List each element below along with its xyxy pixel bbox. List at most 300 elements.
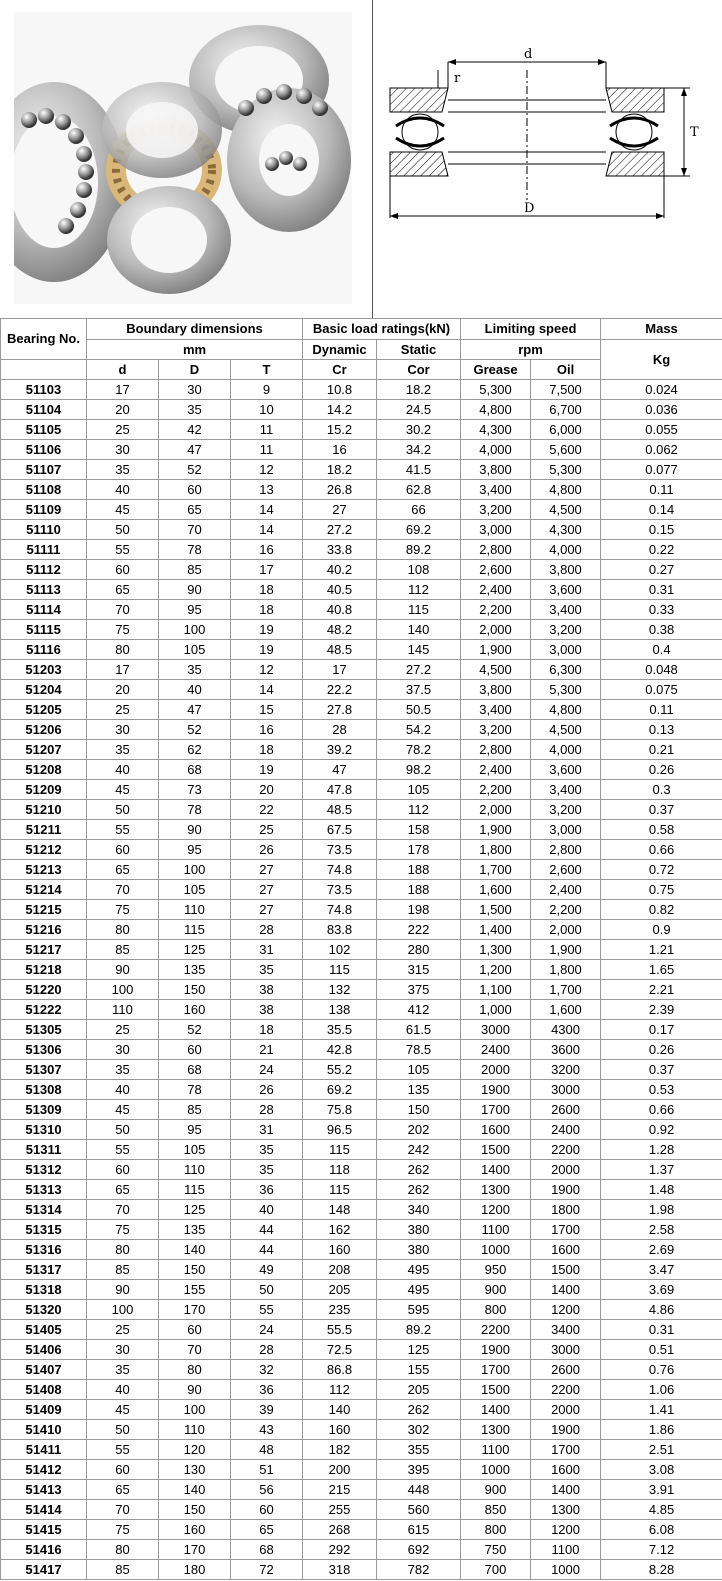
- table-cell: 100: [159, 620, 231, 640]
- table-cell: 37.5: [377, 680, 461, 700]
- table-cell: 28: [231, 1340, 303, 1360]
- bearing-number-cell: 51318: [1, 1280, 87, 1300]
- table-row: [1, 400, 722, 420]
- bearing-number-cell: 51220: [1, 980, 87, 1000]
- table-cell: 44: [231, 1220, 303, 1240]
- table-cell: 80: [87, 640, 159, 660]
- table-cell: 35: [231, 1160, 303, 1180]
- table-cell: 170: [159, 1540, 231, 1560]
- table-cell: 950: [461, 1260, 531, 1280]
- table-cell: 5,300: [531, 680, 601, 700]
- bearing-number-cell: 51313: [1, 1180, 87, 1200]
- table-cell: 78.2: [377, 740, 461, 760]
- table-cell: 160: [303, 1420, 377, 1440]
- table-cell: 692: [377, 1540, 461, 1560]
- bearing-number-cell: 51405: [1, 1320, 87, 1340]
- table-cell: 68: [159, 1060, 231, 1080]
- table-cell: 1200: [461, 1200, 531, 1220]
- table-cell: 2,800: [461, 740, 531, 760]
- diagram-label-d: d: [524, 47, 533, 62]
- table-cell: 4,500: [531, 500, 601, 520]
- table-cell: 150: [159, 1260, 231, 1280]
- table-cell: 78: [159, 800, 231, 820]
- table-cell: 39.2: [303, 740, 377, 760]
- table-cell: 95: [159, 840, 231, 860]
- table-cell: 268: [303, 1520, 377, 1540]
- header-static: Static: [377, 340, 461, 360]
- table-cell: 65: [159, 500, 231, 520]
- table-cell: 42: [159, 420, 231, 440]
- table-cell: 170: [159, 1300, 231, 1320]
- table-row: [1, 1440, 722, 1460]
- table-cell: 10.8: [303, 380, 377, 400]
- table-cell: 40.8: [303, 600, 377, 620]
- table-cell: 160: [303, 1240, 377, 1260]
- table-cell: 75: [87, 1220, 159, 1240]
- header-basic-load-ratings: Basic load ratings(kN): [303, 319, 461, 340]
- bearing-number-cell: 51410: [1, 1420, 87, 1440]
- bearing-number-cell: 51104: [1, 400, 87, 420]
- table-cell: 51: [231, 1460, 303, 1480]
- table-cell: 33.8: [303, 540, 377, 560]
- table-row: [1, 1180, 722, 1200]
- table-cell: 0.062: [601, 440, 722, 460]
- bearing-number-cell: 51203: [1, 660, 87, 680]
- table-row: [1, 1100, 722, 1120]
- table-row: [1, 580, 722, 600]
- table-cell: 60: [87, 560, 159, 580]
- table-cell: 41.5: [377, 460, 461, 480]
- table-cell: 17: [231, 560, 303, 580]
- header-col-4: Cor: [377, 360, 461, 380]
- table-cell: 2,200: [461, 780, 531, 800]
- table-cell: 2600: [531, 1360, 601, 1380]
- table-cell: 18: [231, 740, 303, 760]
- table-cell: 18.2: [377, 380, 461, 400]
- bearing-number-cell: 51414: [1, 1500, 87, 1520]
- table-cell: 35: [87, 1060, 159, 1080]
- table-cell: 150: [159, 1500, 231, 1520]
- table-cell: 80: [87, 1240, 159, 1260]
- table-cell: 31: [231, 1120, 303, 1140]
- table-cell: 1,700: [531, 980, 601, 1000]
- table-cell: 55: [87, 1140, 159, 1160]
- table-cell: 1400: [461, 1160, 531, 1180]
- table-cell: 38: [231, 980, 303, 1000]
- table-cell: 3,400: [461, 480, 531, 500]
- bearing-number-cell: 51310: [1, 1120, 87, 1140]
- table-cell: 3,400: [531, 780, 601, 800]
- table-cell: 0.4: [601, 640, 722, 660]
- table-cell: 1,800: [531, 960, 601, 980]
- table-cell: 4.86: [601, 1300, 722, 1320]
- table-cell: 6,700: [531, 400, 601, 420]
- table-cell: 17: [303, 660, 377, 680]
- table-cell: 60: [231, 1500, 303, 1520]
- table-cell: 2,200: [531, 900, 601, 920]
- table-cell: 750: [461, 1540, 531, 1560]
- table-cell: 138: [303, 1000, 377, 1020]
- table-cell: 2.21: [601, 980, 722, 1000]
- table-cell: 2,000: [531, 920, 601, 940]
- table-cell: 110: [159, 900, 231, 920]
- table-cell: 130: [159, 1460, 231, 1480]
- table-cell: 73: [159, 780, 231, 800]
- table-cell: 1000: [461, 1240, 531, 1260]
- table-cell: 11: [231, 440, 303, 460]
- table-cell: 3600: [531, 1040, 601, 1060]
- table-cell: 1200: [531, 1300, 601, 1320]
- table-cell: 262: [377, 1160, 461, 1180]
- bearing-number-cell: 51413: [1, 1480, 87, 1500]
- table-cell: 74.8: [303, 900, 377, 920]
- table-cell: 22.2: [303, 680, 377, 700]
- table-cell: 395: [377, 1460, 461, 1480]
- table-cell: 0.3: [601, 780, 722, 800]
- table-cell: 412: [377, 1000, 461, 1020]
- table-row: [1, 660, 722, 680]
- table-cell: 35: [159, 400, 231, 420]
- table-cell: 105: [159, 1140, 231, 1160]
- bearing-number-cell: 51204: [1, 680, 87, 700]
- table-row: [1, 840, 722, 860]
- table-cell: 0.048: [601, 660, 722, 680]
- table-cell: 140: [303, 1400, 377, 1420]
- table-cell: 65: [87, 1480, 159, 1500]
- table-row: [1, 820, 722, 840]
- table-row: [1, 1040, 722, 1060]
- table-cell: 14: [231, 680, 303, 700]
- table-cell: 7,500: [531, 380, 601, 400]
- table-cell: 1.48: [601, 1180, 722, 1200]
- diagram-label-r: r: [454, 71, 461, 86]
- table-cell: 1,300: [461, 940, 531, 960]
- table-cell: 34.2: [377, 440, 461, 460]
- table-cell: 0.27: [601, 560, 722, 580]
- table-cell: 30.2: [377, 420, 461, 440]
- table-cell: 105: [159, 880, 231, 900]
- table-row: [1, 520, 722, 540]
- table-cell: 292: [303, 1540, 377, 1560]
- table-cell: 2,400: [461, 580, 531, 600]
- table-row: [1, 1240, 722, 1260]
- table-cell: 27.2: [377, 660, 461, 680]
- table-cell: 75: [87, 900, 159, 920]
- table-cell: 125: [159, 1200, 231, 1220]
- table-cell: 0.37: [601, 800, 722, 820]
- table-cell: 1400: [461, 1400, 531, 1420]
- table-cell: 14: [231, 500, 303, 520]
- bearing-number-cell: 51112: [1, 560, 87, 580]
- table-row: [1, 880, 722, 900]
- table-cell: 1300: [461, 1180, 531, 1200]
- table-cell: 85: [159, 1100, 231, 1120]
- table-cell: 28: [231, 1100, 303, 1120]
- table-row: [1, 1220, 722, 1240]
- table-cell: 30: [87, 1040, 159, 1060]
- table-cell: 2,600: [461, 560, 531, 580]
- table-cell: 1.41: [601, 1400, 722, 1420]
- table-row: [1, 1340, 722, 1360]
- table-cell: 89.2: [377, 540, 461, 560]
- table-cell: 158: [377, 820, 461, 840]
- table-cell: 55.5: [303, 1320, 377, 1340]
- table-cell: 1700: [461, 1100, 531, 1120]
- table-cell: 40.2: [303, 560, 377, 580]
- table-cell: 40.5: [303, 580, 377, 600]
- table-cell: 36: [231, 1180, 303, 1200]
- table-cell: 4,800: [531, 700, 601, 720]
- bearing-number-cell: 51211: [1, 820, 87, 840]
- table-cell: 40: [231, 1200, 303, 1220]
- table-cell: 4,000: [531, 740, 601, 760]
- table-cell: 61.5: [377, 1020, 461, 1040]
- table-cell: 112: [377, 800, 461, 820]
- table-cell: 0.024: [601, 380, 722, 400]
- table-cell: 90: [87, 1280, 159, 1300]
- table-cell: 28: [303, 720, 377, 740]
- table-cell: 16: [231, 540, 303, 560]
- table-cell: 18.2: [303, 460, 377, 480]
- table-cell: 65: [231, 1520, 303, 1540]
- table-cell: 47: [159, 700, 231, 720]
- table-cell: 302: [377, 1420, 461, 1440]
- table-cell: 800: [461, 1300, 531, 1320]
- header-unit-kg: Kg: [601, 340, 722, 380]
- table-cell: 18: [231, 600, 303, 620]
- bearing-number-cell: 51212: [1, 840, 87, 860]
- table-cell: 90: [87, 960, 159, 980]
- bearing-number-cell: 51114: [1, 600, 87, 620]
- table-cell: 19: [231, 760, 303, 780]
- table-cell: 0.26: [601, 760, 722, 780]
- table-cell: 15: [231, 700, 303, 720]
- table-cell: 96.5: [303, 1120, 377, 1140]
- table-cell: 3.08: [601, 1460, 722, 1480]
- table-cell: 11: [231, 420, 303, 440]
- table-cell: 5,600: [531, 440, 601, 460]
- table-row: [1, 900, 722, 920]
- bearing-number-cell: 51417: [1, 1560, 87, 1580]
- middle-washer: [102, 82, 222, 178]
- table-cell: 78: [159, 540, 231, 560]
- table-cell: 2,400: [531, 880, 601, 900]
- table-cell: 595: [377, 1300, 461, 1320]
- table-cell: 40: [87, 480, 159, 500]
- table-cell: 20: [87, 400, 159, 420]
- table-cell: 0.58: [601, 820, 722, 840]
- table-cell: 1100: [531, 1540, 601, 1560]
- table-cell: 3000: [531, 1080, 601, 1100]
- table-row: [1, 780, 722, 800]
- table-cell: 35: [159, 660, 231, 680]
- table-cell: 110: [87, 1000, 159, 1020]
- table-cell: 52: [159, 720, 231, 740]
- table-cell: 60: [87, 1460, 159, 1480]
- table-row: [1, 1420, 722, 1440]
- table-cell: 0.38: [601, 620, 722, 640]
- table-cell: 3,400: [531, 600, 601, 620]
- table-cell: 22: [231, 800, 303, 820]
- table-cell: 200: [303, 1460, 377, 1480]
- table-cell: 4,800: [531, 480, 601, 500]
- table-cell: 24.5: [377, 400, 461, 420]
- table-row: [1, 1360, 722, 1380]
- table-cell: 115: [159, 1180, 231, 1200]
- bearing-number-cell: 51314: [1, 1200, 87, 1220]
- table-row: [1, 800, 722, 820]
- table-cell: 35: [87, 460, 159, 480]
- bearing-number-cell: 51406: [1, 1340, 87, 1360]
- table-cell: 90: [159, 820, 231, 840]
- header-boundary-dimensions: Boundary dimensions: [87, 319, 303, 340]
- table-cell: 3,000: [461, 520, 531, 540]
- table-cell: 45: [87, 780, 159, 800]
- table-cell: 162: [303, 1220, 377, 1240]
- table-cell: 5,300: [461, 380, 531, 400]
- table-cell: 50: [231, 1280, 303, 1300]
- table-cell: 1000: [461, 1460, 531, 1480]
- table-cell: 1600: [461, 1120, 531, 1140]
- table-cell: 108: [377, 560, 461, 580]
- table-cell: 0.9: [601, 920, 722, 940]
- table-cell: 30: [87, 440, 159, 460]
- table-cell: 27.2: [303, 520, 377, 540]
- bearing-number-cell: 51416: [1, 1540, 87, 1560]
- table-cell: 27: [303, 500, 377, 520]
- table-cell: 135: [159, 960, 231, 980]
- bearing-number-cell: 51207: [1, 740, 87, 760]
- table-cell: 25: [87, 420, 159, 440]
- table-row: [1, 700, 722, 720]
- table-cell: 48.5: [303, 800, 377, 820]
- table-cell: 2,200: [461, 600, 531, 620]
- table-cell: 495: [377, 1280, 461, 1300]
- table-cell: 112: [303, 1380, 377, 1400]
- table-cell: 2.69: [601, 1240, 722, 1260]
- bearing-number-cell: 51320: [1, 1300, 87, 1320]
- bearing-number-cell: 51213: [1, 860, 87, 880]
- bearing-number-cell: 51109: [1, 500, 87, 520]
- bearing-number-cell: 51206: [1, 720, 87, 740]
- table-cell: 160: [159, 1520, 231, 1540]
- table-cell: 3,000: [531, 640, 601, 660]
- bearing-photo: [14, 12, 352, 304]
- table-cell: 202: [377, 1120, 461, 1140]
- table-cell: 1.28: [601, 1140, 722, 1160]
- table-cell: 1900: [531, 1420, 601, 1440]
- table-cell: 3.47: [601, 1260, 722, 1280]
- table-cell: 25: [87, 1320, 159, 1340]
- table-cell: 45: [87, 500, 159, 520]
- table-cell: 55: [87, 540, 159, 560]
- table-cell: 615: [377, 1520, 461, 1540]
- table-cell: 188: [377, 860, 461, 880]
- bearing-number-cell: 51408: [1, 1380, 87, 1400]
- table-cell: 115: [303, 1180, 377, 1200]
- table-cell: 3400: [531, 1320, 601, 1340]
- table-row: [1, 480, 722, 500]
- table-cell: 150: [159, 980, 231, 1000]
- table-row: [1, 960, 722, 980]
- table-cell: 73.5: [303, 880, 377, 900]
- table-body: [1, 380, 722, 1580]
- header-col-6: Oil: [531, 360, 601, 380]
- table-cell: 72: [231, 1560, 303, 1580]
- table-cell: 148: [303, 1200, 377, 1220]
- bearing-spec-table: [0, 318, 722, 1580]
- table-cell: 62.8: [377, 480, 461, 500]
- table-cell: 35: [231, 960, 303, 980]
- table-cell: 69.2: [303, 1080, 377, 1100]
- table-cell: 1700: [531, 1440, 601, 1460]
- table-cell: 198: [377, 900, 461, 920]
- table-cell: 5,300: [531, 460, 601, 480]
- table-cell: 0.077: [601, 460, 722, 480]
- table-cell: 1,600: [531, 1000, 601, 1020]
- table-cell: 0.66: [601, 840, 722, 860]
- table-cell: 4300: [531, 1020, 601, 1040]
- table-cell: 27.8: [303, 700, 377, 720]
- table-cell: 16: [231, 720, 303, 740]
- bearing-number-cell: 51210: [1, 800, 87, 820]
- table-cell: 205: [377, 1380, 461, 1400]
- table-cell: 355: [377, 1440, 461, 1460]
- table-cell: 39: [231, 1400, 303, 1420]
- bearing-number-cell: 51312: [1, 1160, 87, 1180]
- table-cell: 495: [377, 1260, 461, 1280]
- table-row: [1, 1020, 722, 1040]
- table-cell: 27: [231, 860, 303, 880]
- table-cell: 75.8: [303, 1100, 377, 1120]
- table-row: [1, 680, 722, 700]
- table-cell: 1,900: [461, 640, 531, 660]
- table-cell: 25: [231, 820, 303, 840]
- table-cell: 1500: [461, 1380, 531, 1400]
- table-cell: 1.86: [601, 1420, 722, 1440]
- table-cell: 1,600: [461, 880, 531, 900]
- table-cell: 85: [87, 1260, 159, 1280]
- table-cell: 1,500: [461, 900, 531, 920]
- table-cell: 1400: [531, 1480, 601, 1500]
- table-cell: 12: [231, 660, 303, 680]
- table-cell: 1.65: [601, 960, 722, 980]
- table-cell: 4,500: [461, 660, 531, 680]
- table-row: [1, 1320, 722, 1340]
- bearing-number-cell: 51205: [1, 700, 87, 720]
- table-cell: 70: [159, 1340, 231, 1360]
- bearing-number-cell: 51115: [1, 620, 87, 640]
- bearing-number-cell: 51412: [1, 1460, 87, 1480]
- table-cell: 52: [159, 1020, 231, 1040]
- table-cell: 1,400: [461, 920, 531, 940]
- table-cell: 1900: [461, 1080, 531, 1100]
- table-cell: 0.075: [601, 680, 722, 700]
- table-cell: 80: [87, 920, 159, 940]
- bearing-number-cell: 51307: [1, 1060, 87, 1080]
- table-row: [1, 1260, 722, 1280]
- table-cell: 28: [231, 920, 303, 940]
- table-cell: 2000: [531, 1160, 601, 1180]
- table-cell: 80: [159, 1360, 231, 1380]
- table-row: [1, 1560, 722, 1580]
- table-row: [1, 740, 722, 760]
- table-cell: 44: [231, 1240, 303, 1260]
- table-cell: 4,800: [461, 400, 531, 420]
- table-cell: 85: [87, 940, 159, 960]
- table-cell: 30: [159, 380, 231, 400]
- table-cell: 90: [159, 580, 231, 600]
